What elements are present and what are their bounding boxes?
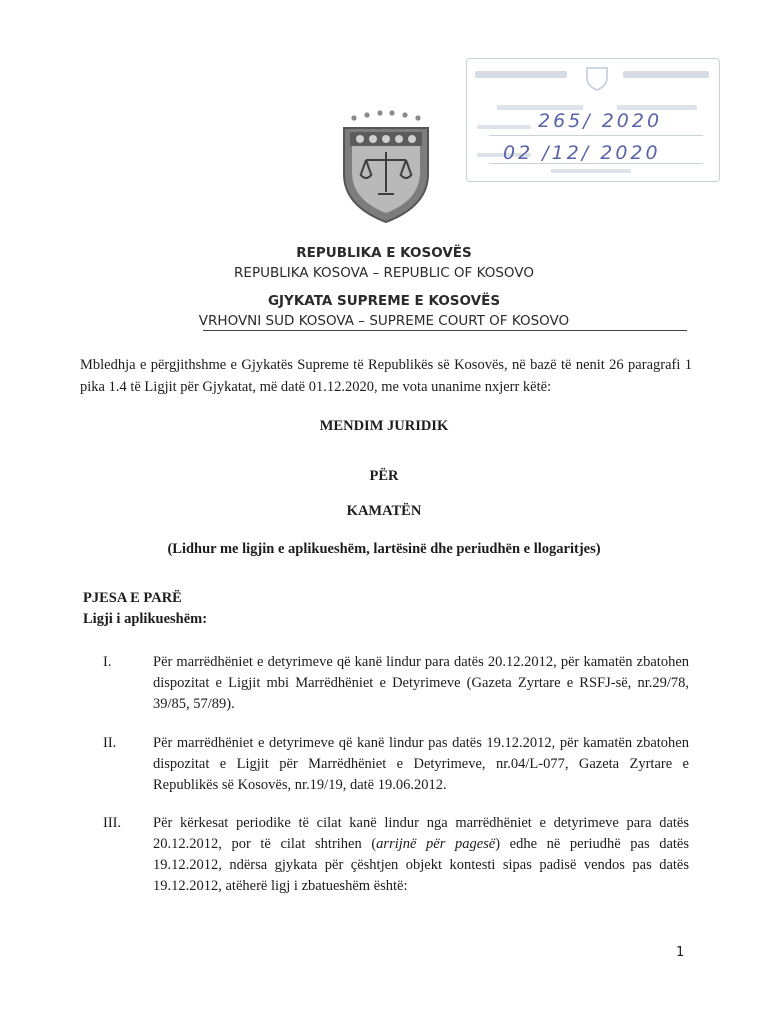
document-subject: KAMATËN: [346, 503, 422, 519]
header-divider: [203, 330, 687, 331]
stamp-footer-text: [551, 169, 631, 173]
header-court-multilingual: VRHOVNI SUD KOSOVA – SUPREME COURT OF KOSOVO: [198, 313, 570, 329]
list-item-number: II.: [103, 735, 117, 751]
part-heading: PJESA E PARË: [83, 590, 182, 606]
document-title: MENDIM JURIDIK: [319, 418, 449, 434]
stamp-header-text: [623, 71, 709, 78]
stamp-label: [477, 125, 531, 129]
list-item-text-part: Për kërkesat periodike të cilat kanë lindur nga marrëdhëniet e detyrimeve para datës 20.12.2012, por të cilat shtrihen (: [153, 815, 689, 852]
court-emblem-icon: [336, 108, 436, 224]
list-item-number: III.: [103, 815, 122, 831]
document-title-preposition: PËR: [369, 468, 399, 484]
part-subheading: Ligji i aplikueshëm:: [83, 611, 208, 627]
stamp-emblem-icon: [583, 63, 611, 91]
stamp-handwritten-date: 02 /12/ 2020: [503, 142, 661, 164]
list-item-number: I.: [103, 654, 112, 670]
list-item-text: Për marrëdhëniet e detyrimeve që kanë lindur pas datës 19.12.2012, për kamatën zbatohen dispozitat e Ligjit për Marrëdhëniet e Detyrimeve, nr.04/L-077, Gazeta Zyrtare e Republikës së Kosovës, nr.19/19, datë 19.06.2012.: [153, 735, 689, 793]
list-item-text: [153, 813, 689, 897]
stamp-header-text: [475, 71, 567, 78]
list-item-text-italic: arrijnë për pagesë: [376, 836, 496, 852]
header-republic-albanian: REPUBLIKA E KOSOVËS: [296, 245, 472, 261]
document-subtitle: (Lidhur me ligjin e aplikueshëm, lartësinë dhe periudhën e llogaritjes): [167, 541, 601, 557]
page-number: 1: [676, 945, 685, 960]
header-republic-multilingual: REPUBLIKA KOSOVA – REPUBLIC OF KOSOVO: [234, 265, 534, 281]
list-item-text-part: ) edhe në periudhë pas datës 19.12.2012, ndërsa gjykata për çështjen objekt kontesti sipas padisë vendos pas datës 19.12.2012, atëherë ligj i zbatueshëm është:: [153, 836, 689, 894]
list-item-text: Për marrëdhëniet e detyrimeve që kanë lindur para datës 20.12.2012, për kamatën zbatohen dispozitat e Ligjit mbi Marrëdhëniet e Detyrimeve (Gazeta Zyrtare e RSFJ-së, nr.29/78, 39/85, 57/89).: [153, 654, 689, 712]
header-court-albanian: GJYKATA SUPREME E KOSOVËS: [267, 293, 501, 309]
stamp-line: [489, 135, 703, 136]
intro-paragraph: Mbledhja e përgjithshme e Gjykatës Supreme të Republikës së Kosovës, në bazë të nenit 26 paragrafi 1 pika 1.4 të Ligjit për Gjykatat, më datë 01.12.2020, me vota unanime nxjerr këtë:: [80, 357, 692, 395]
stamp-handwritten-number: 265/ 2020: [538, 110, 663, 132]
